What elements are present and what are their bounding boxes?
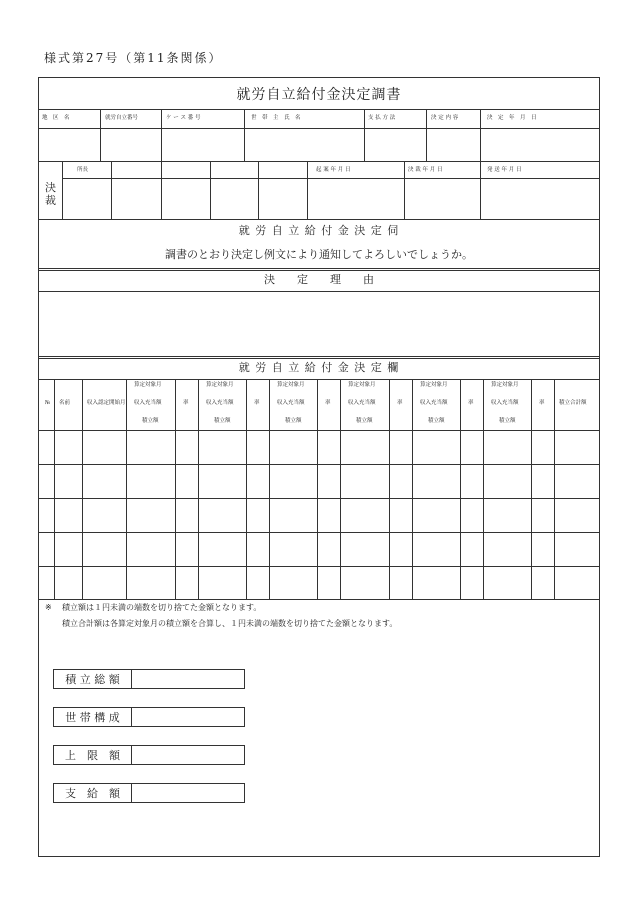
- summary-label: 支 給 額: [54, 784, 132, 802]
- grid-sub-month: 算定対象月: [420, 382, 448, 388]
- riyuu-title: 決 定 理 由: [264, 273, 374, 286]
- grid-sub-month: 算定対象月: [206, 382, 234, 388]
- grid-start-header: 収入認定開始月: [87, 400, 126, 406]
- grid-rate-header: 率: [254, 400, 260, 406]
- note-line-2: 積立合計額は各算定対象月の積立額を合算し、１円未満の端数を切り捨てた金額となります。: [62, 619, 398, 628]
- grid-sub-income: 収入充当額: [491, 400, 519, 406]
- summary-value-field[interactable]: [132, 670, 244, 688]
- grid-sub-savings: 積立額: [285, 418, 302, 424]
- summary-payment: [53, 783, 245, 803]
- header-case-no: ケ ー ス 番 号: [166, 115, 201, 121]
- summary-limit: [53, 745, 245, 765]
- ukagai-title: 就 労 自 立 給 付 金 決 定 伺: [238, 224, 400, 237]
- ran-title: 就 労 自 立 給 付 金 決 定 欄: [238, 361, 400, 374]
- grid-sub-savings: 積立額: [499, 418, 516, 424]
- summary-label: 世 帯 構 成: [54, 708, 132, 726]
- kessai-label: 決裁: [45, 181, 56, 207]
- grid-rate-header: 率: [397, 400, 403, 406]
- grid-sub-income: 収入充当額: [420, 400, 448, 406]
- grid-rate-header: 率: [539, 400, 545, 406]
- grid-rate-header: 率: [183, 400, 189, 406]
- grid-sub-savings: 積立額: [356, 418, 373, 424]
- grid-sub-savings: 積立額: [214, 418, 231, 424]
- grid-sub-savings: 積立額: [142, 418, 159, 424]
- kian-date-label: 起 案 年 月 日: [316, 167, 351, 173]
- form-number: 様式第27号（第11条関係）: [44, 51, 223, 65]
- header-payment: 支 払 方 法: [368, 115, 396, 121]
- header-district: 地 区 名: [42, 115, 70, 121]
- grid-sub-month: 算定対象月: [134, 382, 162, 388]
- hassou-date-label: 発 送 年 月 日: [487, 167, 522, 173]
- grid-total-header: 積立合計額: [559, 400, 587, 406]
- grid-sub-month: 算定対象月: [491, 382, 519, 388]
- ukagai-text: 調書のとおり決定し例文により通知してよろしいでしょうか。: [165, 248, 473, 261]
- grid-name-header: 名前: [59, 400, 71, 406]
- summary-value-field[interactable]: [132, 784, 244, 802]
- grid-sub-income: 収入充当額: [277, 400, 305, 406]
- grid-rate-header: 率: [468, 400, 474, 406]
- grid-no-header: №: [45, 400, 51, 406]
- header-decision-date: 決 定 年 月 日: [487, 115, 537, 121]
- grid-sub-income: 収入充当額: [348, 400, 376, 406]
- form-title: 就労自立給付金決定調書: [236, 87, 402, 103]
- grid-rate-header: 率: [325, 400, 331, 406]
- kessai-date-label: 決 裁 年 月 日: [408, 167, 443, 173]
- grid-sub-income: 収入充当額: [134, 400, 162, 406]
- grid-sub-month: 算定対象月: [277, 382, 305, 388]
- header-decision: 決 定 内 容: [431, 115, 459, 121]
- grid-sub-month: 算定対象月: [348, 382, 376, 388]
- summary-label: 上 限 額: [54, 746, 132, 764]
- summary-value-field[interactable]: [132, 708, 244, 726]
- note-mark: ※: [45, 603, 52, 612]
- grid-sub-income: 収入充当額: [206, 400, 234, 406]
- shocho-label: 所長: [77, 167, 89, 173]
- header-jiritsu-no: 就労自立番号: [105, 115, 139, 121]
- note-line-1: 積立額は１円未満の端数を切り捨てた金額となります。: [62, 603, 262, 612]
- grid-sub-savings: 積立額: [428, 418, 445, 424]
- summary-label: 積 立 総 額: [54, 670, 132, 688]
- header-householder: 世 帯 主 氏 名: [251, 115, 301, 121]
- summary-total-savings: [53, 669, 245, 689]
- summary-household: [53, 707, 245, 727]
- summary-value-field[interactable]: [132, 746, 244, 764]
- form-frame: [38, 77, 600, 857]
